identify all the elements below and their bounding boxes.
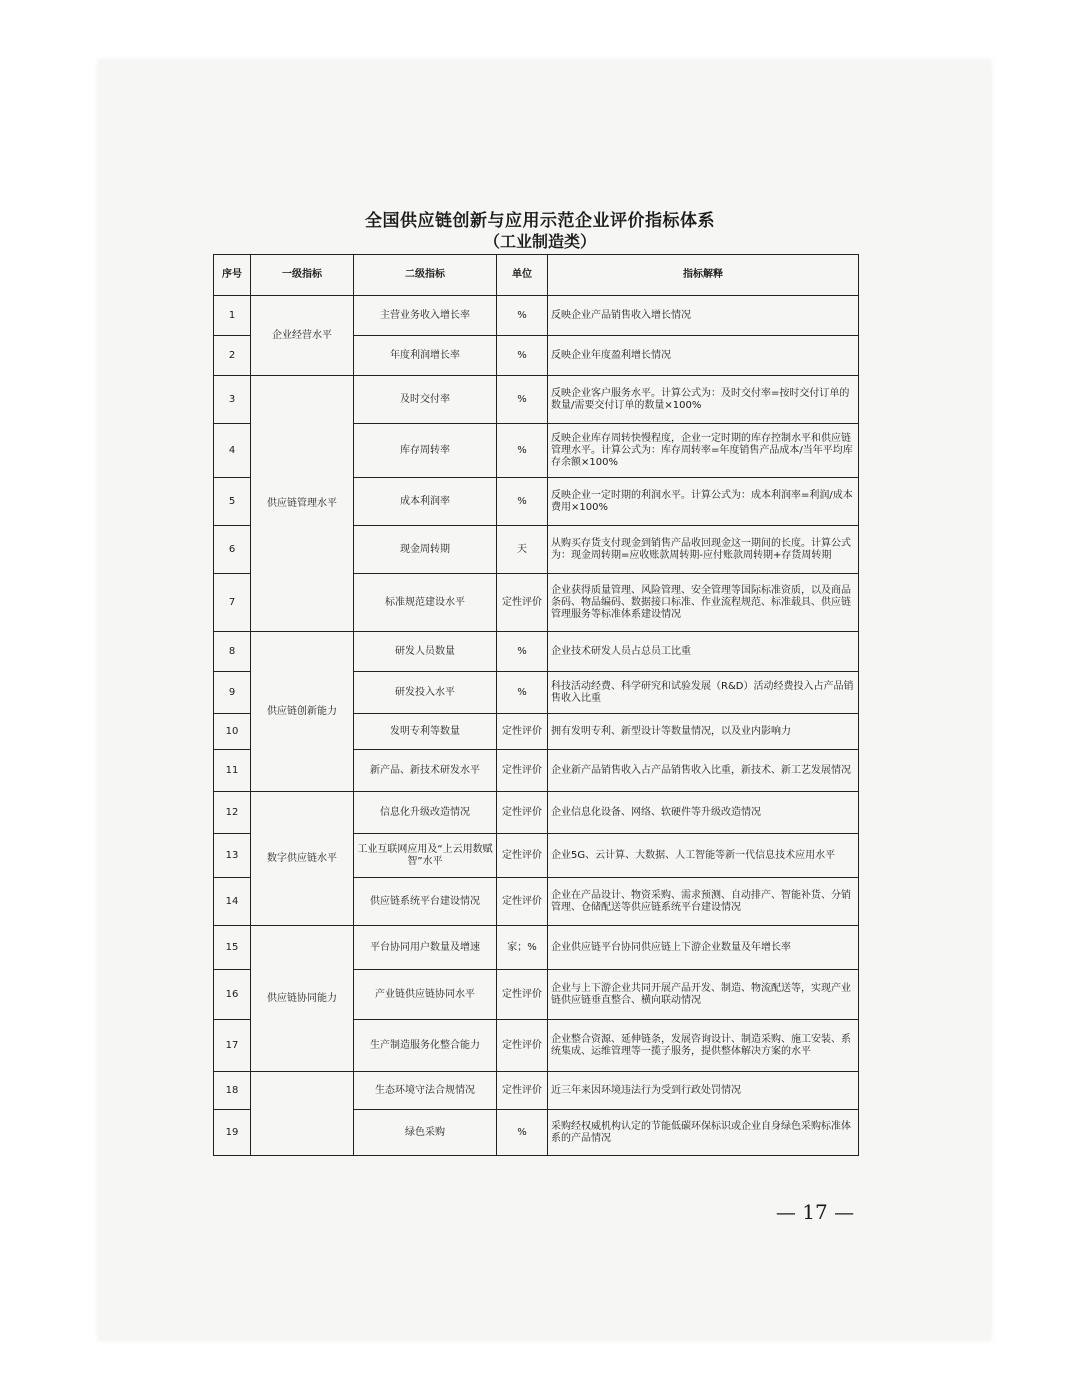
row-level2: 生产制造服务化整合能力 (354, 1020, 497, 1072)
row-no: 16 (214, 970, 251, 1020)
row-no: 15 (214, 926, 251, 970)
row-level2: 成本利润率 (354, 478, 497, 526)
row-level2: 主营业务收入增长率 (354, 296, 497, 336)
row-desc: 企业信息化设备、网络、软硬件等升级改造情况 (548, 792, 859, 834)
row-desc: 反映企业一定时期的利润水平。计算公式为：成本利润率=利润/成本费用×100% (548, 478, 859, 526)
row-unit: 定性评价 (497, 574, 548, 632)
document-subtitle: （工业制造类） (483, 232, 596, 251)
row-desc: 反映企业年度盈利增长情况 (548, 336, 859, 376)
row-no: 4 (214, 424, 251, 478)
row-desc: 企业5G、云计算、大数据、人工智能等新一代信息技术应用水平 (548, 834, 859, 878)
row-no: 11 (214, 750, 251, 792)
row-unit: 定性评价 (497, 970, 548, 1020)
indicator-table (213, 254, 859, 1156)
row-desc: 从购买存货支付现金到销售产品收回现金这一期间的长度。计算公式为：现金周转期=应收账款周转期-应付账款周转期+存货周转期 (548, 526, 859, 574)
row-unit: 家；% (497, 926, 548, 970)
row-desc: 拥有发明专利、新型设计等数量情况，以及业内影响力 (548, 714, 859, 750)
header-unit: 单位 (497, 255, 548, 296)
row-no: 8 (214, 632, 251, 672)
row-unit: 定性评价 (497, 1020, 548, 1072)
row-level2: 供应链系统平台建设情况 (354, 878, 497, 926)
table-header-row (214, 255, 859, 296)
header-level2: 二级指标 (354, 255, 497, 296)
group-label: 企业经营水平 (251, 296, 354, 376)
row-no: 10 (214, 714, 251, 750)
group-label (251, 1072, 354, 1156)
row-desc: 企业供应链平台协同供应链上下游企业数量及年增长率 (548, 926, 859, 970)
document-title: 全国供应链创新与应用示范企业评价指标体系 (365, 211, 715, 231)
row-desc: 企业技术研发人员占总员工比重 (548, 632, 859, 672)
table-row (214, 1072, 859, 1110)
row-no: 14 (214, 878, 251, 926)
row-no: 18 (214, 1072, 251, 1110)
row-desc: 反映企业客户服务水平。计算公式为：及时交付率=按时交付订单的数量/需要交付订单的数量×100% (548, 376, 859, 424)
row-no: 2 (214, 336, 251, 376)
row-level2: 标准规范建设水平 (354, 574, 497, 632)
row-unit: % (497, 296, 548, 336)
row-level2: 发明专利等数量 (354, 714, 497, 750)
row-unit: 定性评价 (497, 1072, 548, 1110)
row-desc: 企业获得质量管理、风险管理、安全管理等国际标准资质，以及商品条码、物品编码、数据接口标准、作业流程规范、标准载具、供应链管理服务等标准体系建设情况 (548, 574, 859, 632)
row-level2: 工业互联网应用及“上云用数赋智”水平 (354, 834, 497, 878)
row-no: 7 (214, 574, 251, 632)
table-row (214, 792, 859, 834)
row-desc: 采购经权威机构认定的节能低碳环保标识或企业自身绿色采购标准体系的产品情况 (548, 1110, 859, 1156)
table-row (214, 376, 859, 424)
row-no: 6 (214, 526, 251, 574)
header-desc: 指标解释 (548, 255, 859, 296)
row-unit: % (497, 424, 548, 478)
row-unit: 定性评价 (497, 834, 548, 878)
row-level2: 及时交付率 (354, 376, 497, 424)
row-desc: 反映企业库存周转快慢程度，企业一定时期的库存控制水平和供应链管理水平。计算公式为：库存周转率=年度销售产品成本/当年平均库存余额×100% (548, 424, 859, 478)
table-row (214, 926, 859, 970)
row-desc: 企业整合资源、延伸链条，发展咨询设计、制造采购、施工安装、系统集成、运维管理等一揽子服务，提供整体解决方案的水平 (548, 1020, 859, 1072)
row-no: 13 (214, 834, 251, 878)
row-level2: 研发投入水平 (354, 672, 497, 714)
row-level2: 年度利润增长率 (354, 336, 497, 376)
row-no: 9 (214, 672, 251, 714)
group-label: 供应链创新能力 (251, 632, 354, 792)
row-desc: 近三年来因环境违法行为受到行政处罚情况 (548, 1072, 859, 1110)
row-no: 1 (214, 296, 251, 336)
row-level2: 产业链供应链协同水平 (354, 970, 497, 1020)
header-level1: 一级指标 (251, 255, 354, 296)
row-no: 19 (214, 1110, 251, 1156)
row-unit: % (497, 632, 548, 672)
row-unit: 定性评价 (497, 878, 548, 926)
row-no: 17 (214, 1020, 251, 1072)
row-unit: 定性评价 (497, 792, 548, 834)
row-desc: 科技活动经费、科学研究和试验发展（R&D）活动经费投入占产品销售收入比重 (548, 672, 859, 714)
group-label: 数字供应链水平 (251, 792, 354, 926)
row-unit: 定性评价 (497, 714, 548, 750)
row-unit: % (497, 1110, 548, 1156)
row-level2: 平台协同用户数量及增速 (354, 926, 497, 970)
row-level2: 现金周转期 (354, 526, 497, 574)
row-unit: 天 (497, 526, 548, 574)
table-row (214, 632, 859, 672)
row-level2: 信息化升级改造情况 (354, 792, 497, 834)
row-no: 5 (214, 478, 251, 526)
row-desc: 企业与上下游企业共同开展产品开发、制造、物流配送等，实现产业链供应链垂直整合、横向联动情况 (548, 970, 859, 1020)
row-level2: 生态环境守法合规情况 (354, 1072, 497, 1110)
row-level2: 新产品、新技术研发水平 (354, 750, 497, 792)
row-no: 3 (214, 376, 251, 424)
row-unit: % (497, 376, 548, 424)
row-level2: 研发人员数量 (354, 632, 497, 672)
table-row (214, 296, 859, 336)
row-desc: 反映企业产品销售收入增长情况 (548, 296, 859, 336)
row-desc: 企业在产品设计、物资采购、需求预测、自动排产、智能补货、分销管理、仓储配送等供应链系统平台建设情况 (548, 878, 859, 926)
row-unit: % (497, 478, 548, 526)
row-unit: % (497, 672, 548, 714)
row-no: 12 (214, 792, 251, 834)
row-level2: 库存周转率 (354, 424, 497, 478)
page-number: — 17 — (775, 1200, 855, 1224)
row-level2: 绿色采购 (354, 1110, 497, 1156)
row-unit: 定性评价 (497, 750, 548, 792)
group-label: 供应链管理水平 (251, 376, 354, 632)
row-desc: 企业新产品销售收入占产品销售收入比重，新技术、新工艺发展情况 (548, 750, 859, 792)
group-label: 供应链协同能力 (251, 926, 354, 1072)
header-no: 序号 (214, 255, 251, 296)
row-unit: % (497, 336, 548, 376)
